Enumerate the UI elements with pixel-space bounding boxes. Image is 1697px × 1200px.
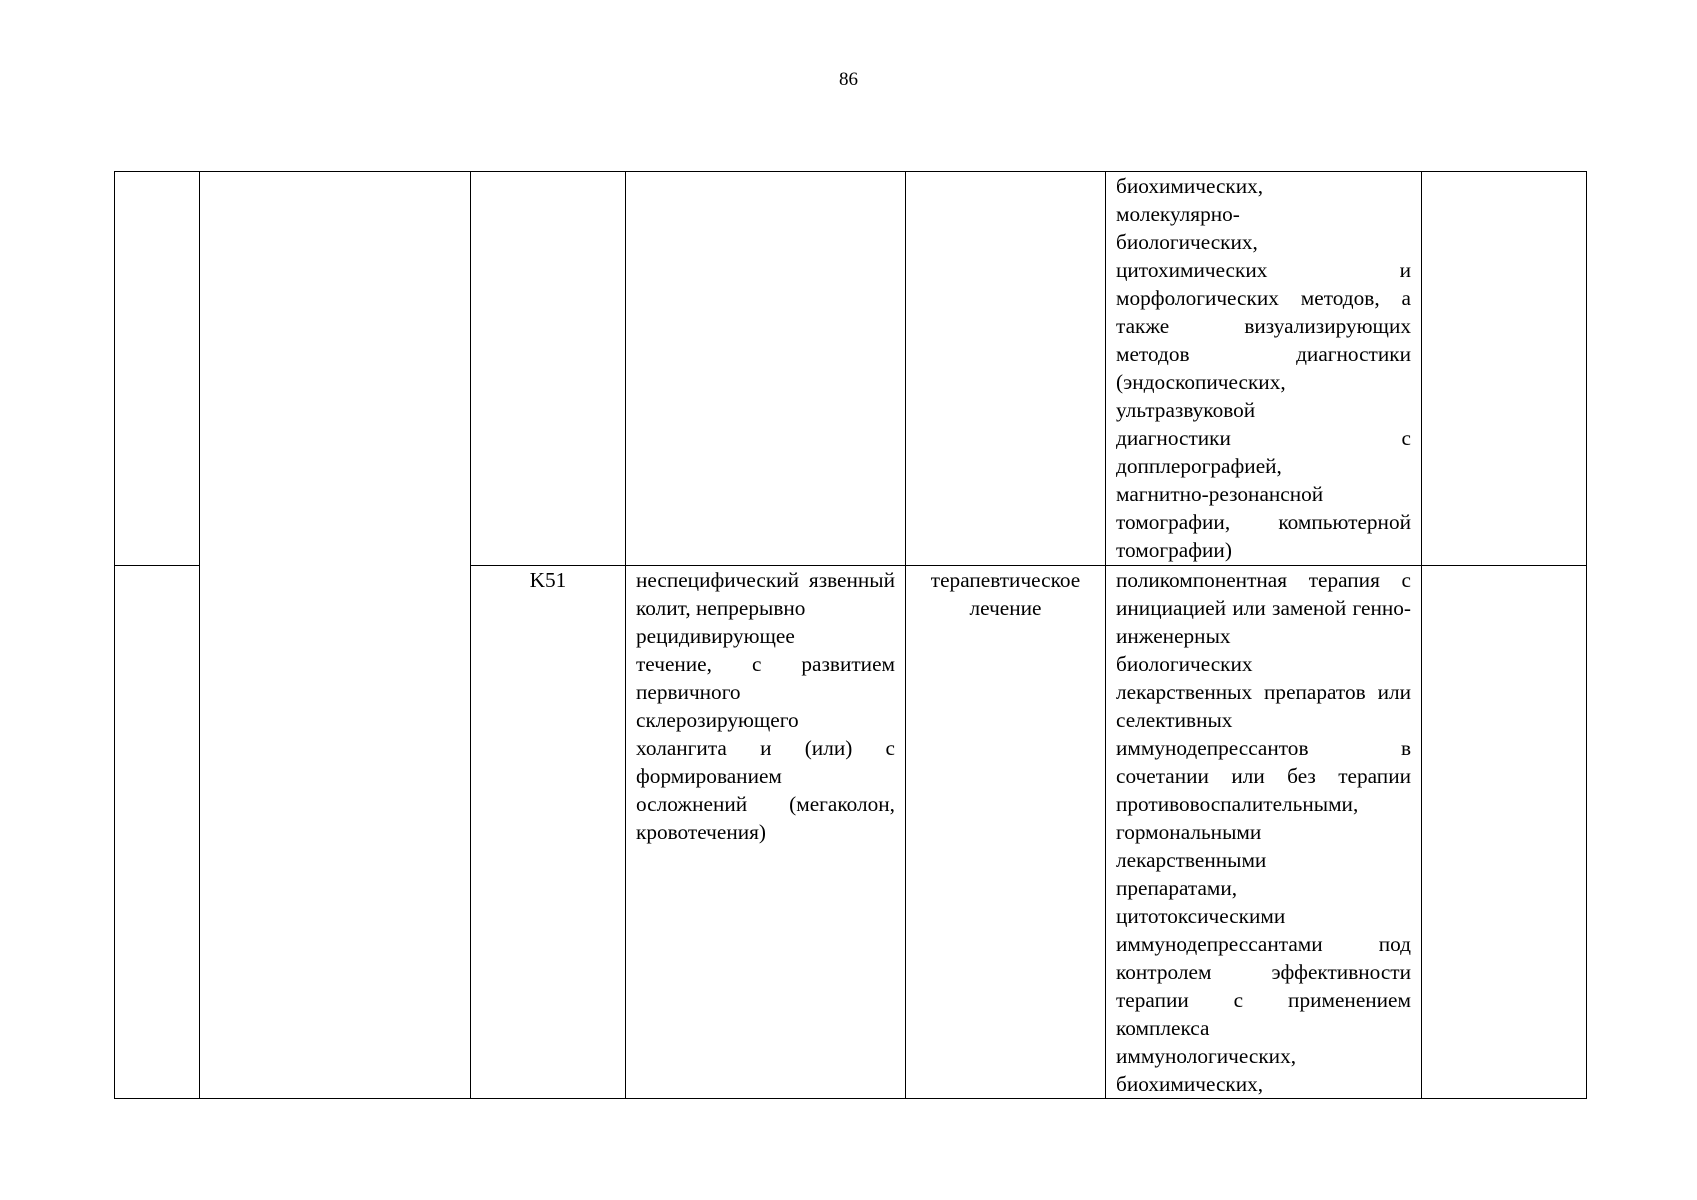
method-cell: поликомпонентная терапия с инициацией или заменой генно-инженерных биологических лекарственных препаратов или селективных иммунодепрессантов в сочетании или без терапии противовоспалительными, гормональными лекарственными препаратами, цитотоксическими иммунодепрессантами под контролем эффективности терапии с применением комплекса иммунологических, биохимических,	[1106, 566, 1422, 1099]
treatment-type-cell: терапевтическое лечение	[906, 566, 1106, 1099]
row-number-cell	[115, 566, 200, 1099]
medical-care-table	[114, 171, 1587, 1099]
treatment-type-cell	[906, 172, 1106, 566]
norm-cell	[1422, 566, 1587, 1099]
row-number-cell	[115, 172, 200, 566]
code-cell: K51	[471, 566, 626, 1099]
disease-cell: неспецифический язвенный колит, непрерывно рецидивирующее течение, с развитием первичного склерозирующего холангита и (или) с формированием осложнений (мегаколон, кровотечения)	[626, 566, 906, 1099]
table-row	[115, 172, 1587, 566]
profile-name-cell	[200, 172, 471, 1099]
method-cell: биохимических, молекулярно- биологических, цитохимических и морфологических методов, а также визуализирующих методов диагностики (эндоскопических, ультразвуковой диагностики с допплерографией, магнитно-резонансной томографии, компьютерной томографии)	[1106, 172, 1422, 566]
norm-cell	[1422, 172, 1587, 566]
code-cell	[471, 172, 626, 566]
disease-cell	[626, 172, 906, 566]
page-number: 86	[839, 69, 858, 90]
